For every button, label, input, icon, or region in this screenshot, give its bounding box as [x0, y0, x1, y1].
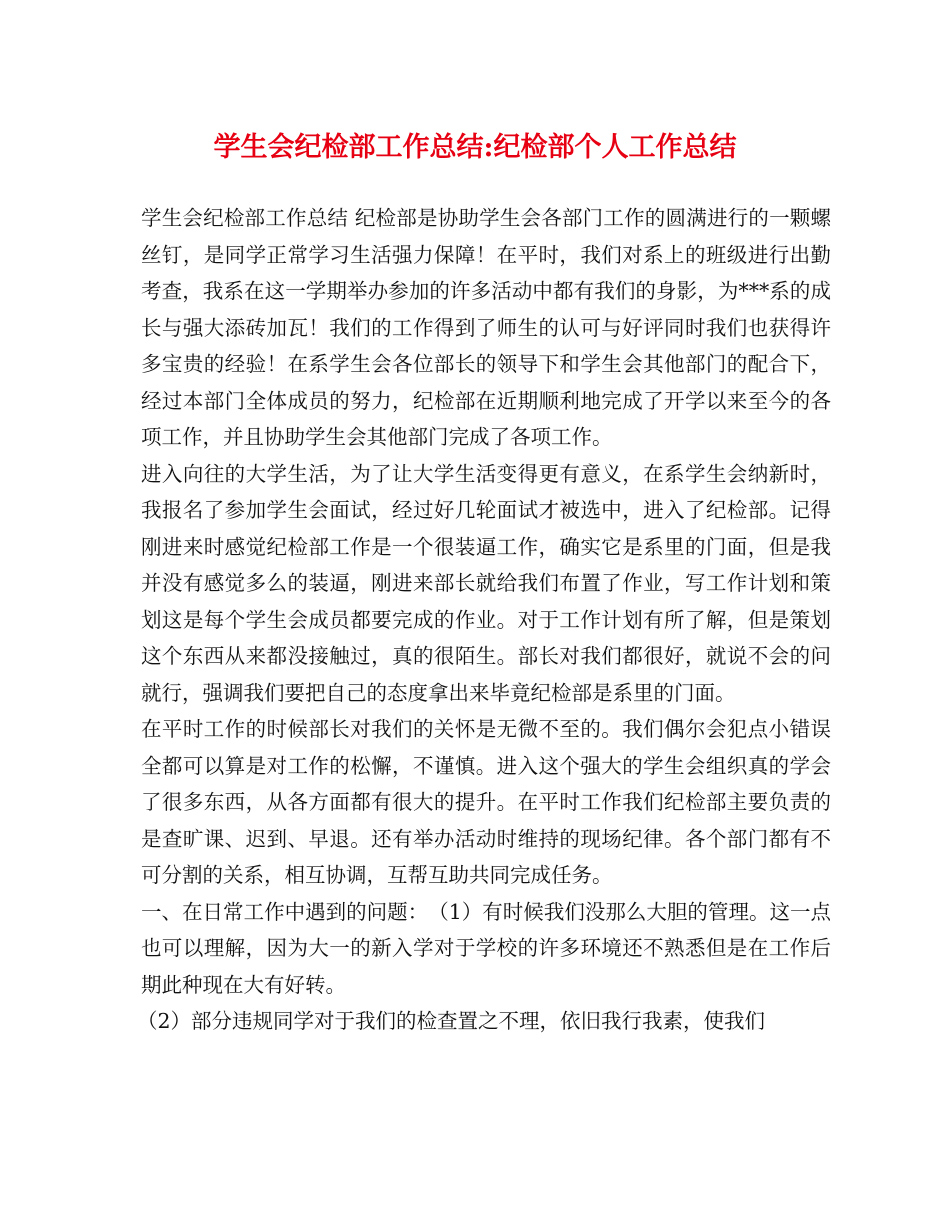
paragraph-problems-2: （2）部分违规同学对于我们的检查置之不理，依旧我行我素，使我们: [137, 1009, 766, 1033]
paragraph-intro: 学生会纪检部工作总结 纪检部是协助学生会各部门工作的圆满进行的一颗螺丝钉，是同学正常学习生活强力保障！在平时，我们对系上的班级进行出勤考查，我系在这一学期举办参加的许多活动中都有我们的身影，为***系的成长与强大添砖加瓦！我们的工作得到了师生的认可与好评同时我们也获得许多宝贵的经验！在系学生会各位部长的领导下和学生会其他部门的配合下，经过本部门全体成员的努力，纪检部在近期顺利地完成了开学以来至今的各项工作，并且协助学生会其他部门完成了各项工作。: [141, 206, 831, 449]
paragraph-daily-work: 在平时工作的时候部长对我们的关怀是无微不至的。我们偶尔会犯点小错误全都可以算是对工作的松懈，不谨慎。进入这个强大的学生会组织真的学会了很多东西，从各方面都有很大的提升。在平时工作我们纪检部主要负责的是查旷课、迟到、早退。还有举办活动时维持的现场纪律。各个部门都有不可分割的关系，相互协调，互帮互助共同完成任务。: [141, 717, 831, 887]
paragraph-problems-1: 一、在日常工作中遇到的问题： （1）有时候我们没那么大胆的管理。这一点也可以理解，因为大一的新入学对于学校的许多环境还不熟悉但是在工作后期此种现在大有好转。: [141, 899, 831, 997]
document-body: [137, 200, 831, 1040]
paragraph-joining: 进入向往的大学生活，为了让大学生活变得更有意义，在系学生会纳新时，我报名了参加学生会面试，经过好几轮面试才被选中，进入了纪检部。记得刚进来时感觉纪检部工作是一个很装逼工作，确实它是系里的门面，但是我并没有感觉多么的装逼，刚进来部长就给我们布置了作业，写工作计划和策划这是每个学生会成员都要完成的作业。对于工作计划有所了解，但是策划这个东西从来都没接触过，真的很陌生。部长对我们都很好，就说不会的问就行，强调我们要把自己的态度拿出来毕竟纪检部是系里的门面。: [141, 461, 831, 705]
document-title: 学生会纪检部工作总结:纪检部个人工作总结: [213, 132, 737, 163]
